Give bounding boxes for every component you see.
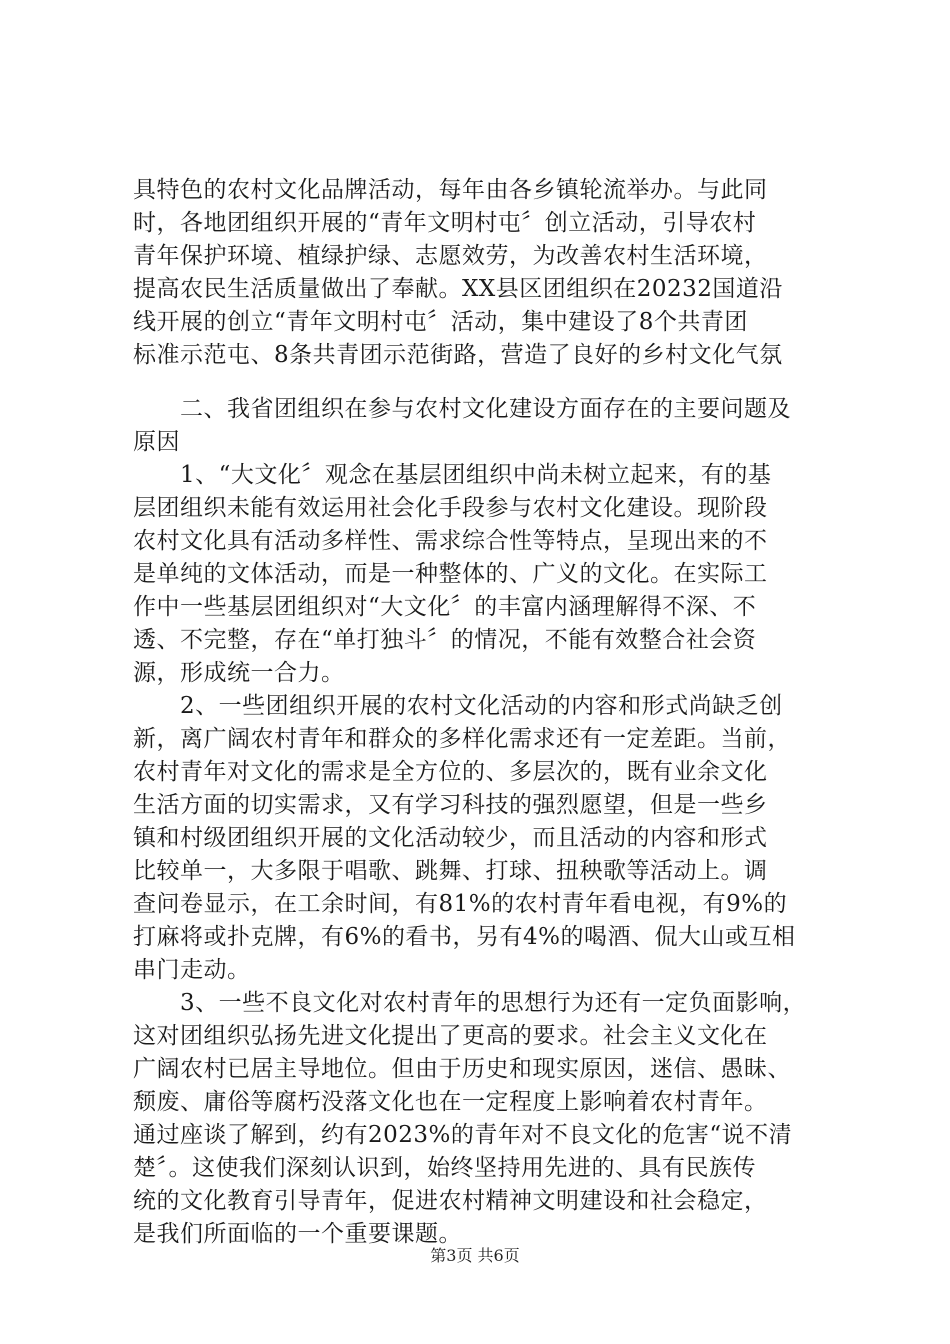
body-text-line: 是我们所面临的一个重要课题。	[133, 1221, 462, 1247]
body-text-line: 这对团组织弘扬先进文化提出了更高的要求。社会主义文化在	[133, 1023, 768, 1049]
page-number-footer: 第3页 共6页	[430, 1246, 520, 1265]
body-text-line: 1、“大文化〞观念在基层团组织中尚未树立起来，有的基	[133, 462, 772, 488]
section-heading-line: 二、我省团组织在参与农村文化建设方面存在的主要问题及	[133, 396, 791, 422]
body-text-line: 农村青年对文化的需求是全方位的、多层次的，既有业余文化	[133, 759, 768, 785]
body-text-line: 广阔农村已居主导地位。但由于历史和现实原因，迷信、愚昧、	[133, 1056, 791, 1082]
body-text-line: 线开展的创立“青年文明村屯〞活动，集中建设了8个共青团	[133, 309, 748, 335]
body-text-line: 具特色的农村文化品牌活动，每年由各乡镇轮流举办。与此同	[133, 177, 768, 203]
body-text-line: 打麻将或扑克牌，有6%的看书，另有4%的喝酒、侃大山或互相	[133, 924, 796, 950]
body-text-line: 时，各地团组织开展的“青年文明村屯〞创立活动，引导农村	[133, 210, 757, 236]
body-text-line: 颓废、庸俗等腐朽没落文化也在一定程度上影响着农村青年。	[133, 1089, 768, 1115]
body-text-line: 通过座谈了解到，约有2023%的青年对不良文化的危害“说不清	[133, 1122, 793, 1148]
body-text-line: 串门走动。	[133, 957, 251, 983]
body-text-line: 农村文化具有活动多样性、需求综合性等特点，呈现出来的不	[133, 528, 768, 554]
body-text-line: 源，形成统一合力。	[133, 660, 345, 686]
body-text-line: 新，离广阔农村青年和群众的多样化需求还有一定差距。当前，	[133, 726, 791, 752]
section-heading-line: 原因	[133, 429, 180, 455]
body-text-line: 2、一些团组织开展的农村文化活动的内容和形式尚缺乏创	[133, 693, 783, 719]
body-text-line: 查问卷显示，在工余时间，有81%的农村青年看电视，有9%的	[133, 891, 788, 917]
body-text-line: 统的文化教育引导青年，促进农村精神文明建设和社会稳定，	[133, 1188, 768, 1214]
body-text-line: 楚〞。这使我们深刻认识到，始终坚持用先进的、具有民族传	[133, 1155, 756, 1181]
body-text-line: 3、一些不良文化对农村青年的思想行为还有一定负面影响，	[133, 990, 807, 1016]
body-text-line: 镇和村级团组织开展的文化活动较少，而且活动的内容和形式	[133, 825, 768, 851]
body-text-line: 作中一些基层团组织对“大文化〞的丰富内涵理解得不深、不	[133, 594, 757, 620]
body-text-line: 是单纯的文体活动，而是一种整体的、广义的文化。在实际工	[133, 561, 768, 587]
body-text-line: 比较单一，大多限于唱歌、跳舞、打球、扭秧歌等活动上。调	[133, 858, 768, 884]
body-text-line: 标准示范屯、8条共青团示范街路，营造了良好的乡村文化气氛	[133, 342, 783, 368]
body-text-line: 青年保护环境、植绿护绿、志愿效劳，为改善农村生活环境，	[133, 243, 768, 269]
body-text-line: 提高农民生活质量做出了奉献。XX县区团组织在20232国道沿	[133, 276, 783, 302]
body-text-line: 生活方面的切实需求，又有学习科技的强烈愿望，但是一些乡	[133, 792, 768, 818]
body-text-line: 透、不完整，存在“单打独斗〞的情况，不能有效整合社会资	[133, 627, 757, 653]
body-text-line: 层团组织未能有效运用社会化手段参与农村文化建设。现阶段	[133, 495, 768, 521]
